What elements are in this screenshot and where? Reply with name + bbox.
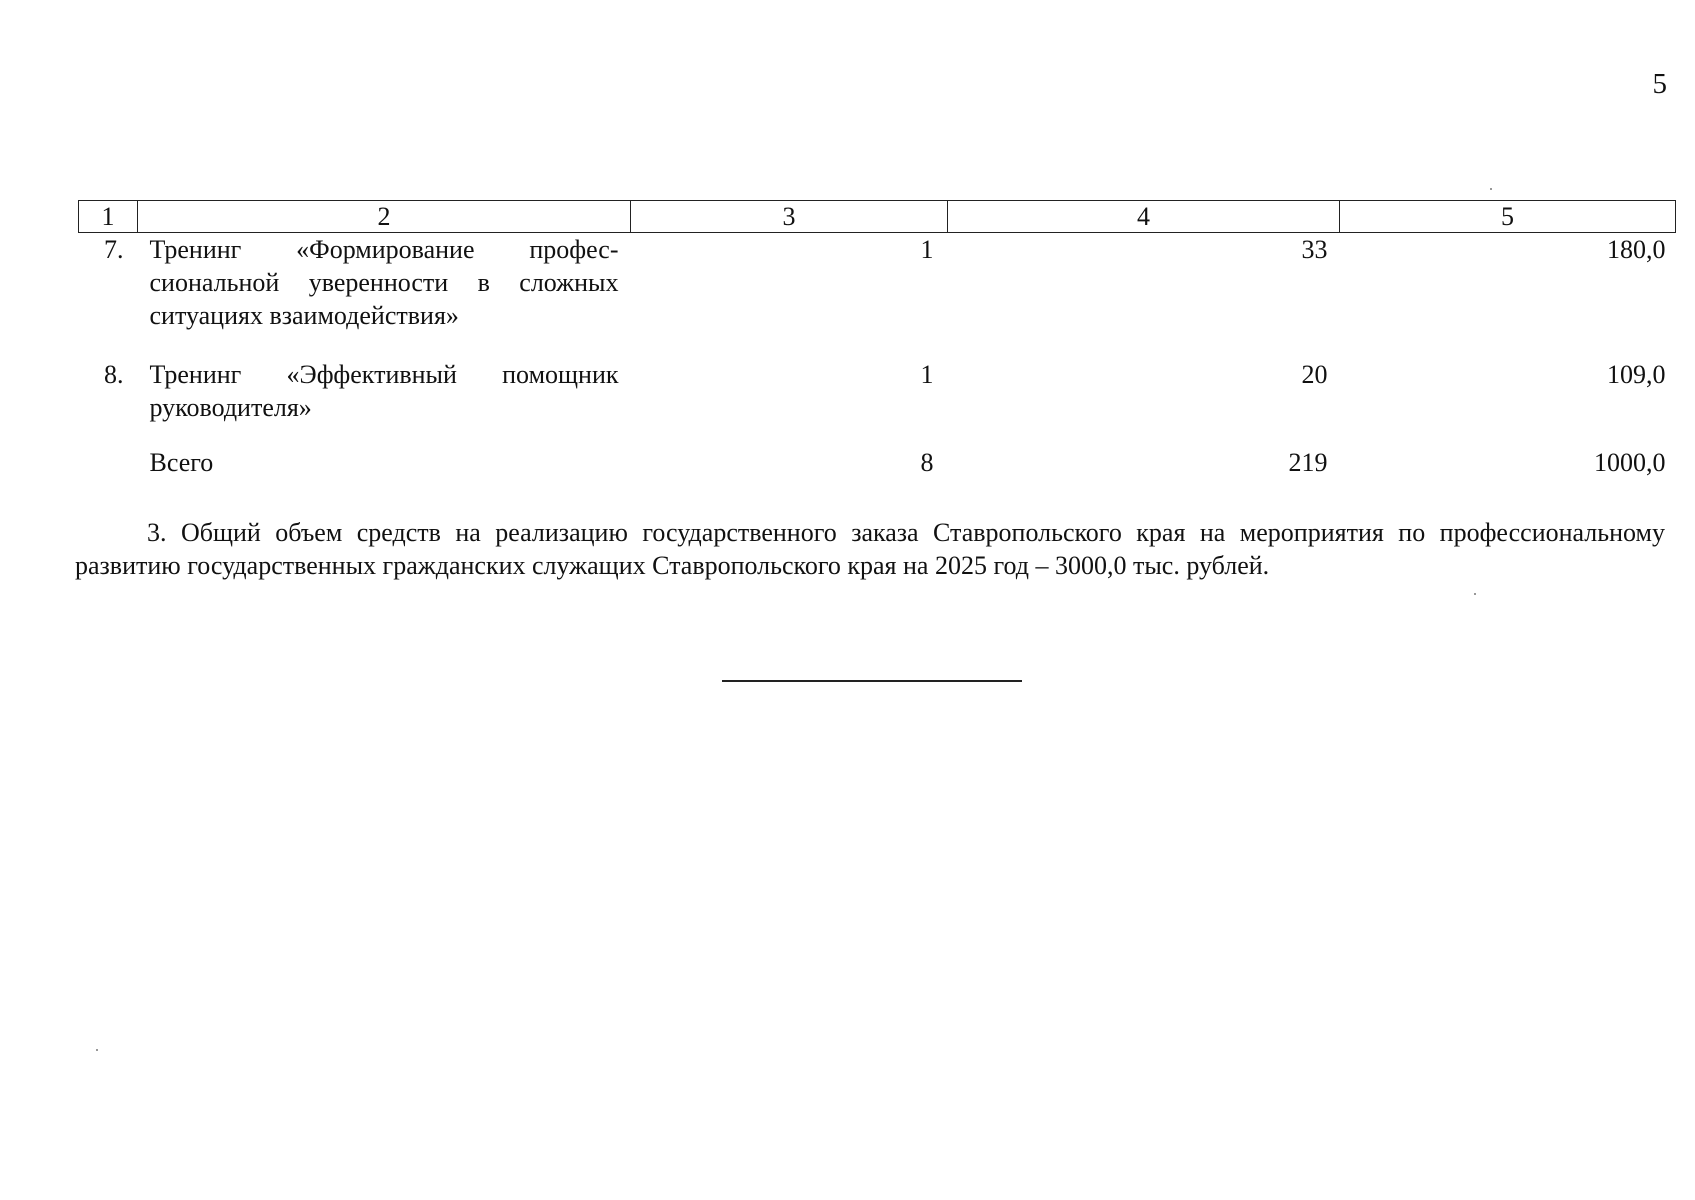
training-table [78,200,1676,479]
table-row [79,358,1676,424]
scan-speck [1474,593,1476,595]
total-participants: 219 [1288,448,1328,477]
table-header-row [79,201,1676,233]
cost-value: 109,0 [1607,360,1666,389]
cost-value: 180,0 [1607,235,1666,264]
page-number: 5 [1652,68,1667,100]
funding-paragraph: 3. Общий объем средств на реализацию государственного заказа Ставропольского края на мероприятия по профессиональному развитию государственных гражданских служащих Ставропольского края на 2025 год – 3000,0 тыс. рублей. [75,518,1665,580]
table-header-cell: 4 [948,201,1340,233]
scan-speck [1490,188,1492,190]
table-row [79,233,1676,333]
row-number: 7. [104,235,124,264]
events-count: 1 [920,235,934,264]
row-spacer [79,332,1676,358]
total-empty-cell [79,446,138,479]
training-name: Тренинг «Эффективный помощник руководителя» [149,360,619,422]
participants-count: 20 [1301,360,1328,389]
row-spacer [79,424,1676,446]
table-header-cell: 1 [79,201,138,233]
table-header-cell: 3 [631,201,948,233]
total-label: Всего [149,448,214,477]
total-cost: 1000,0 [1594,448,1666,477]
total-row [79,446,1676,479]
table-header-cell: 5 [1340,201,1676,233]
events-count: 1 [920,360,934,389]
participants-count: 33 [1301,235,1328,264]
end-separator-line [722,680,1022,682]
training-name: Тренинг «Формирование профессиональной уверенности в сложных ситуациях взаимодействия» [149,235,619,330]
table-header-cell: 2 [138,201,631,233]
row-number: 8. [104,360,124,389]
total-events: 8 [920,448,934,477]
scan-speck [96,1049,98,1051]
